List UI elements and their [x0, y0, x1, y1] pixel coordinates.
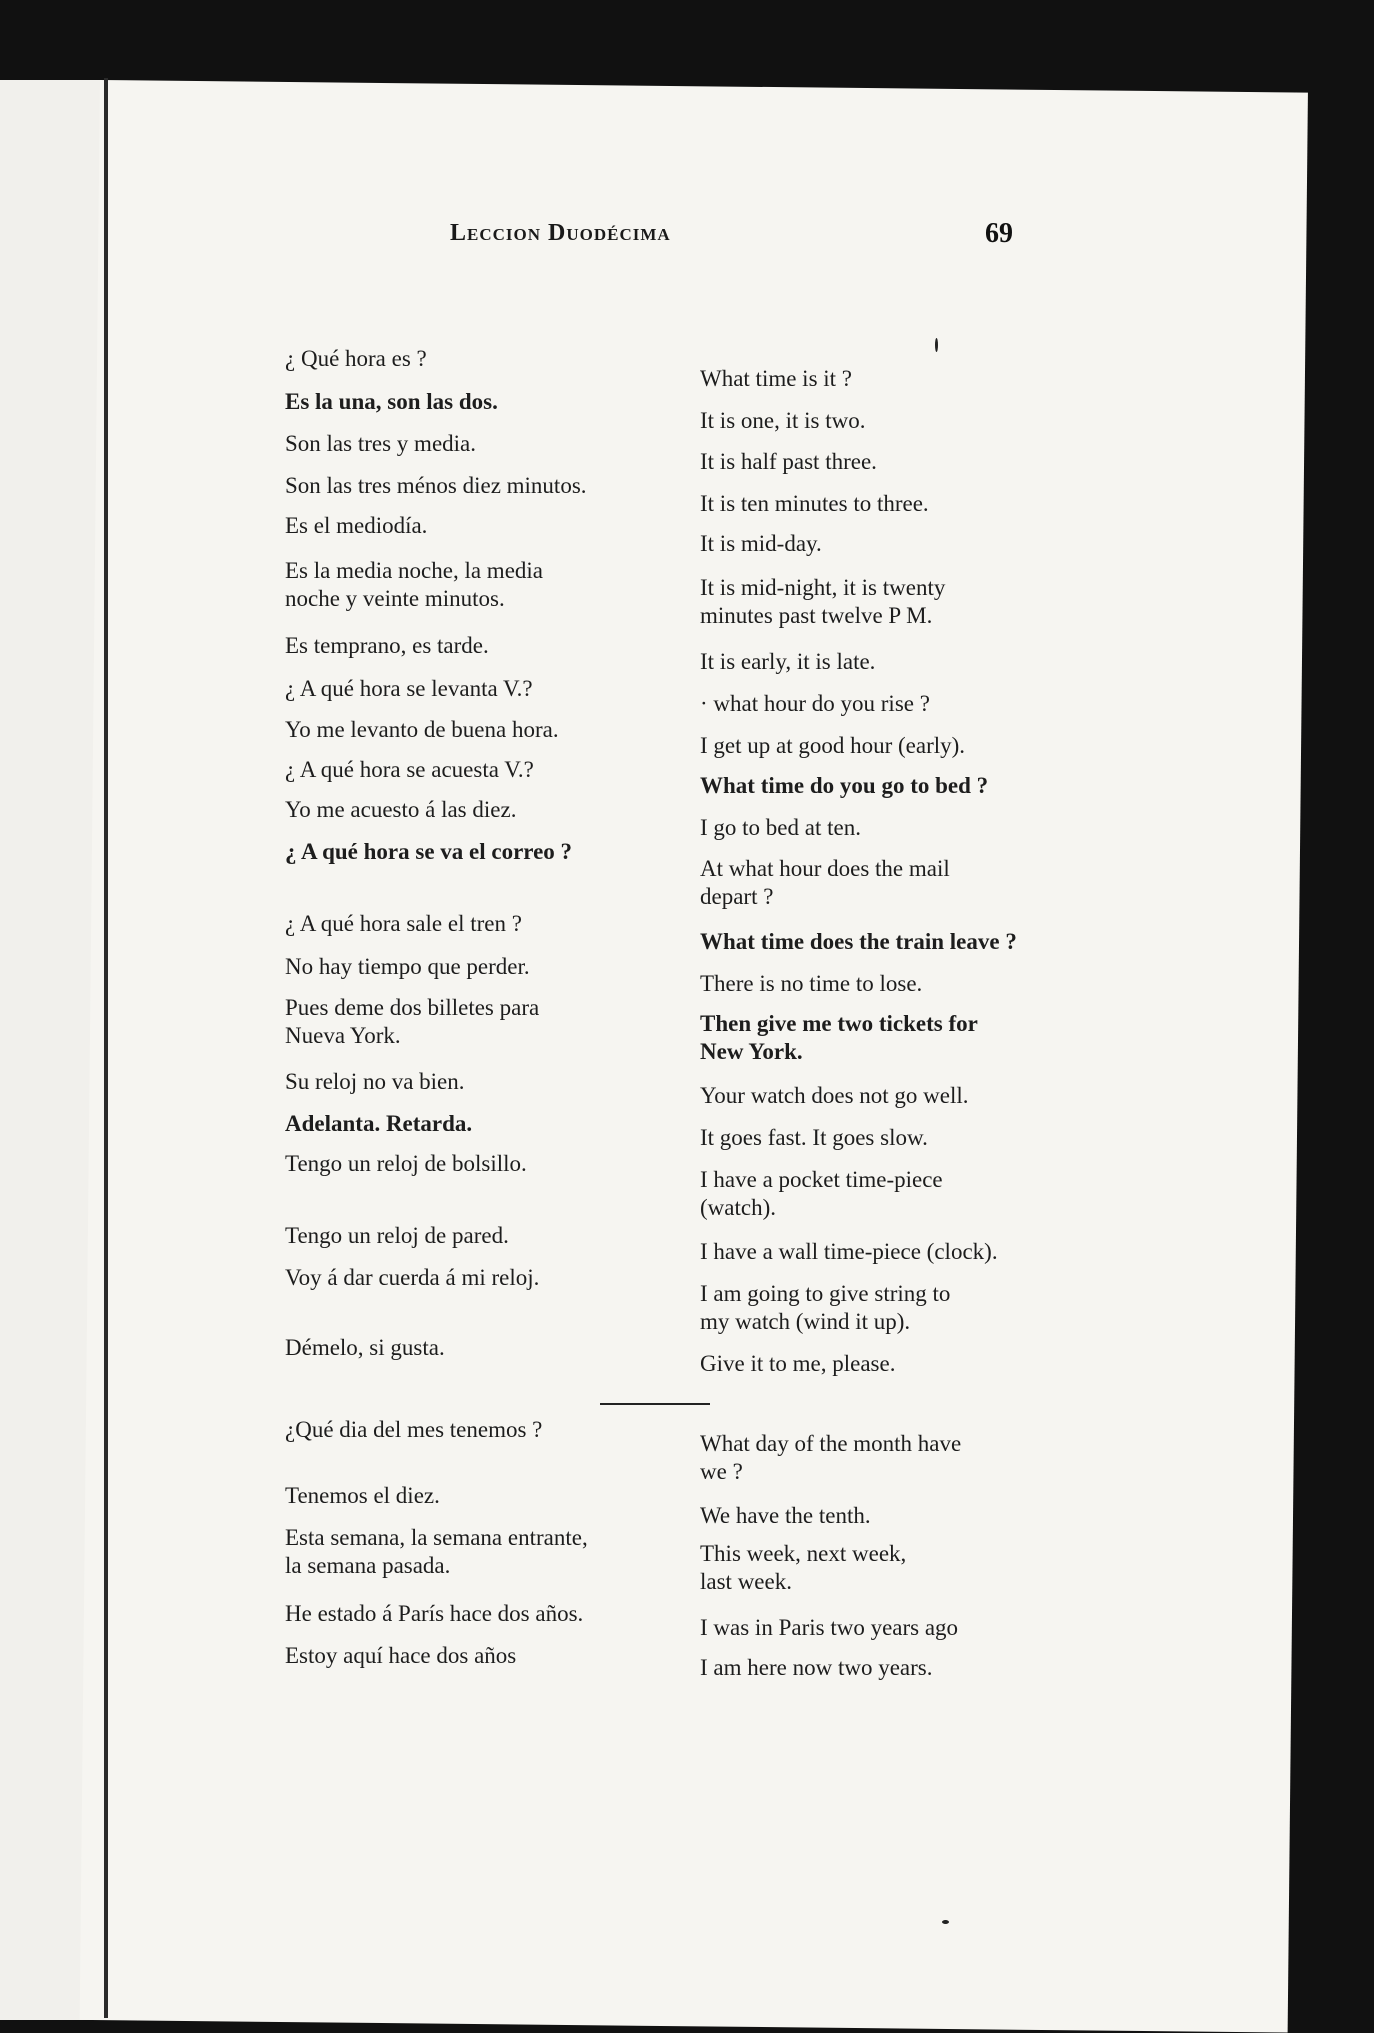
phrase-es: Es el mediodía.: [285, 513, 428, 538]
phrase-en: What time do you go to bed ?: [700, 773, 989, 798]
phrase-es: Tengo un reloj de pared.: [285, 1223, 509, 1248]
phrase-es: Es temprano, es tarde.: [285, 633, 489, 658]
phrase-es: He estado á París hace dos años.: [285, 1601, 584, 1626]
phrase-en: It is mid-night, it is twenty minutes past twelve P M.: [700, 575, 946, 628]
phrase-es: Esta semana, la semana entrante, la semana pasada.: [285, 1525, 588, 1578]
phrase-en: It is mid-day.: [700, 531, 822, 556]
phrase-en: It is half past three.: [700, 449, 877, 474]
phrase-en: I was in Paris two years ago: [700, 1615, 959, 1640]
phrase-en: What time does the train leave ?: [700, 929, 1017, 954]
page-number: 69: [985, 218, 1013, 249]
phrase-es: Voy á dar cuerda á mi reloj.: [285, 1265, 540, 1290]
phrase-es: ¿ A qué hora sale el tren ?: [285, 911, 522, 936]
phrase-es: ¿ A qué hora se levanta V.?: [285, 676, 533, 701]
phrase-es: Pues deme dos billetes para Nueva York.: [285, 995, 540, 1048]
phrase-es: Yo me acuesto á las diez.: [285, 797, 517, 822]
running-header: Leccion Duodécima: [450, 220, 671, 246]
phrase-es: No hay tiempo que perder.: [285, 954, 530, 979]
phrase-en: At what hour does the mail depart ?: [700, 856, 950, 909]
phrase-en: I get up at good hour (early).: [700, 733, 966, 758]
phrase-es: Es la una, son las dos.: [285, 389, 498, 414]
phrase-en: It is early, it is late.: [700, 649, 876, 674]
phrase-en: · what hour do you rise ?: [700, 691, 930, 716]
phrase-en: What day of the month have we ?: [700, 1431, 962, 1484]
phrase-es: Yo me levanto de buena hora.: [285, 717, 559, 742]
phrase-en: I go to bed at ten.: [700, 815, 861, 840]
phrase-en: I am going to give string to my watch (wind it up).: [700, 1281, 951, 1334]
phrase-en: I am here now two years.: [700, 1655, 933, 1680]
phrase-en: I have a pocket time-piece (watch).: [700, 1167, 943, 1220]
phrase-es: ¿Qué dia del mes tenemos ?: [285, 1417, 543, 1442]
phrase-en: It goes fast. It goes slow.: [700, 1125, 928, 1150]
phrase-es: Es la media noche, la media noche y veinte minutos.: [285, 558, 544, 611]
phrase-en: We have the tenth.: [700, 1503, 871, 1528]
phrase-es: Su reloj no va bien.: [285, 1069, 465, 1094]
phrase-es: Démelo, si gusta.: [285, 1335, 445, 1360]
phrase-es: Son las tres ménos diez minutos.: [285, 473, 587, 498]
phrase-es: Tenemos el diez.: [285, 1483, 440, 1508]
phrase-es: ¿ A qué hora se acuesta V.?: [285, 757, 534, 782]
page-gutter: [104, 78, 108, 2018]
phrase-en: There is no time to lose.: [700, 971, 923, 996]
phrase-en: It is ten minutes to three.: [700, 491, 929, 516]
phrase-es: ¿ Qué hora es ?: [285, 346, 427, 371]
phrase-es: Adelanta. Retarda.: [285, 1111, 473, 1136]
phrase-es: Estoy aquí hace dos años: [285, 1643, 517, 1668]
phrase-en: Then give me two tickets for New York.: [700, 1011, 978, 1064]
ink-speck: [935, 338, 938, 352]
phrase-en: Your watch does not go well.: [700, 1083, 969, 1108]
phrase-en: It is one, it is two.: [700, 408, 866, 433]
phrase-es: ¿ A qué hora se va el correo ?: [285, 839, 573, 864]
section-divider: [600, 1403, 710, 1405]
phrase-es: Tengo un reloj de bolsillo.: [285, 1151, 527, 1176]
phrase-en: This week, next week, last week.: [700, 1541, 907, 1594]
phrase-en: What time is it ?: [700, 366, 853, 391]
phrase-en: Give it to me, please.: [700, 1351, 896, 1376]
ink-speck: [942, 1920, 949, 1924]
phrase-es: Son las tres y media.: [285, 431, 476, 456]
phrase-en: I have a wall time-piece (clock).: [700, 1239, 998, 1264]
